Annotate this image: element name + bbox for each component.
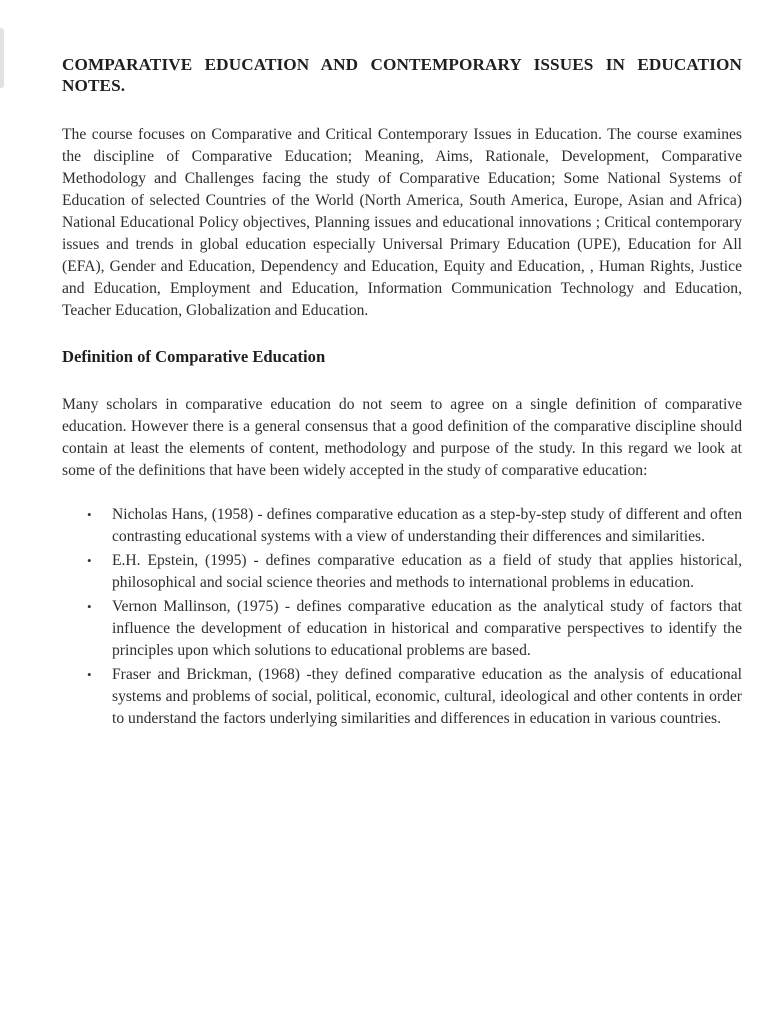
intro-paragraph: The course focuses on Comparative and Critical Contemporary Issues in Education. The course examines the discipline of Comparative Education; Meaning, Aims, Rationale, Development, Comparative Methodology and Challenges facing the study of Comparative Education; Some National Systems of Education of selected Countries of the World (North America, South America, Europe, Asian and Africa) National Educational Policy objectives, Planning issues and educational innovations ; Critical contemporary issues and trends in global education especially Universal Primary Education (UPE), Education for All (EFA), Gender and Education, Dependency and Education, Equity and Education, , Human Rights, Justice and Education, Employment and Education, Information Communication Technology and Education, Teacher Education, Globalization and Education. [62, 126, 742, 319]
definition-item [62, 596, 742, 662]
bullet-icon: • [87, 599, 92, 614]
definition-text: Fraser and Brickman, (1968) -they defined comparative education as the analysis of educational systems and problems of social, political, economic, cultural, ideological and other contents in order to understand the factors underlying similarities and differences in education in various countries. [112, 666, 742, 727]
definition-item [62, 504, 742, 548]
bullet-icon: • [87, 667, 92, 682]
definition-paragraph: Many scholars in comparative education do not seem to agree on a single definition of comparative education. However there is a general consensus that a good definition of the comparative discipline should contain at least the elements of content, methodology and purpose of the study. In this regard we look at some of the definitions that have been widely accepted in the study of comparative education: [62, 396, 742, 479]
bullet-icon: • [87, 553, 92, 568]
section-heading: Definition of Comparative Education [62, 347, 326, 366]
definition-item [62, 550, 742, 594]
document-title: COMPARATIVE EDUCATION AND CONTEMPORARY ISSUES IN EDUCATION NOTES. [62, 55, 742, 95]
definition-text: Nicholas Hans, (1958) - defines comparative education as a step-by-step study of different and often contrasting educational systems with a view of understanding their differences and similarities. [112, 506, 742, 545]
bullet-icon: • [87, 507, 92, 522]
page-edge-shadow [0, 28, 4, 88]
definitions-list [62, 504, 742, 730]
document-page [62, 54, 742, 732]
definition-item [62, 664, 742, 730]
definition-text: Vernon Mallinson, (1975) - defines comparative education as the analytical study of factors that influence the development of education in historical and comparative perspectives to identify the principles upon which solutions to educational problems are based. [112, 598, 742, 659]
definition-text: E.H. Epstein, (1995) - defines comparative education as a field of study that applies historical, philosophical and social science theories and methods to international problems in education. [112, 552, 742, 591]
